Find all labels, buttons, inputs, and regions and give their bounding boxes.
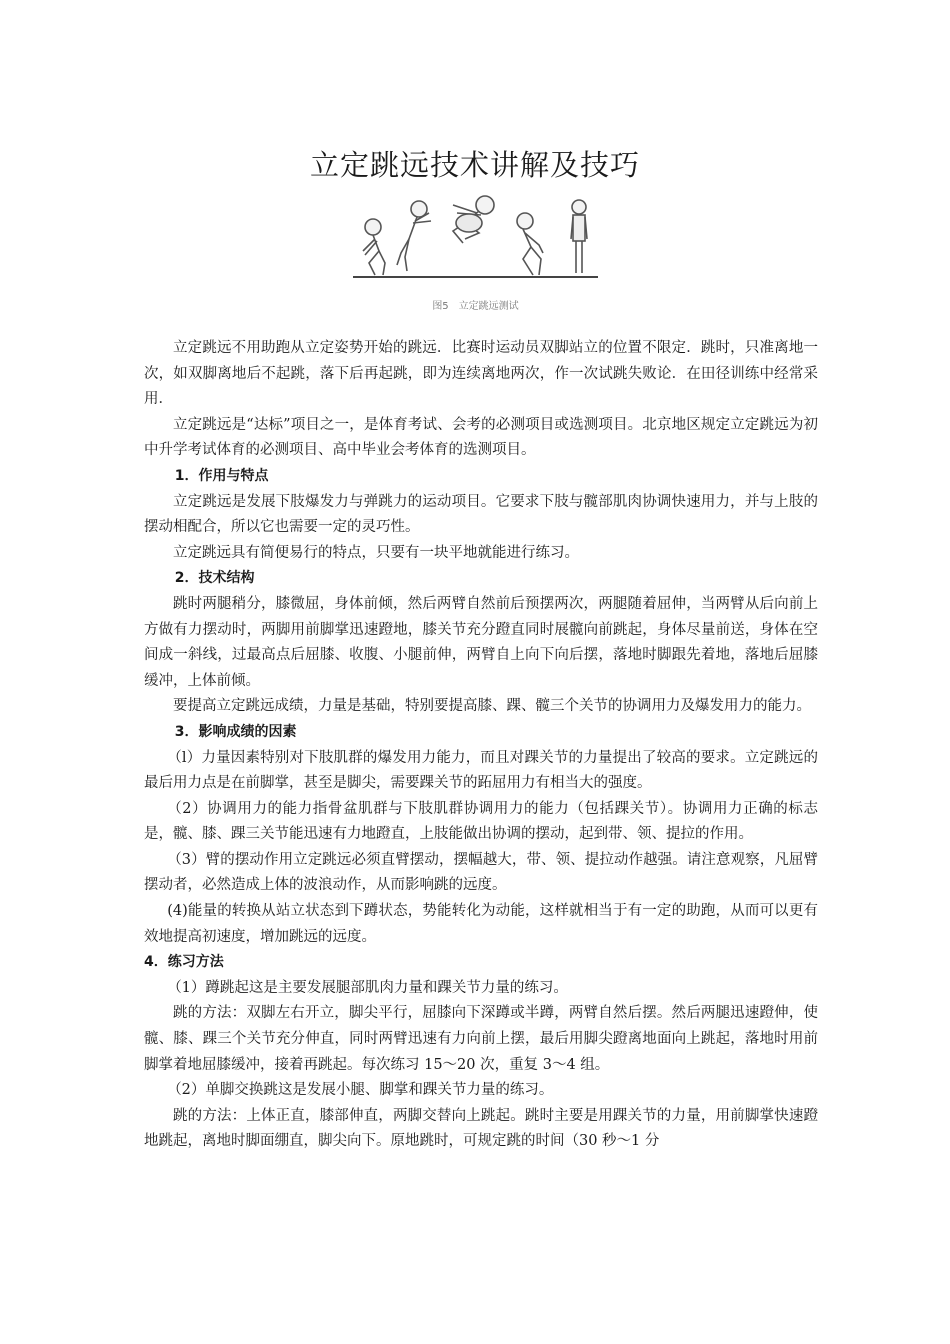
paragraph: 立定跳远具有简便易行的特点，只要有一块平地就能进行练习。 (173, 544, 579, 561)
jump-sequence-illustration (353, 193, 598, 293)
paragraph: 立定跳远是“达标”项目之一，是体育考试、会考的必测项目或选测项目。北京地区规定立定跳远为初中升学考试体育的必测项目、高中毕业会考体育的选测项目。 (144, 416, 818, 459)
document-body (144, 336, 818, 1155)
paragraph: 立定跳远是发展下肢爆发力与弹跳力的运动项目。它要求下肢与髋部肌肉协调快速用力，并与上肢的摆动相配合，所以它也需要一定的灵巧性。 (144, 493, 818, 536)
paragraph: 立定跳远不用助跑从立定姿势开始的跳远．比赛时运动员双脚站立的位置不限定．跳时，只准离地一次，如双脚离地后不起跳，落下后再起跳，即为连续离地两次，作一次试跳失败论．在田径训练中经常采用． (144, 340, 818, 408)
section-heading: 3．影响成绩的因素 (174, 723, 297, 740)
paragraph: 跳的方法：双脚左右开立，脚尖平行，屈膝向下深蹲或半蹲，两臂自然后摆。然后两腿迅速蹬伸，使髋、膝、踝三个关节充分伸直，同时两臂迅速有力向前上摆，最后用脚尖蹬离地面向上跳起，落地时用前脚掌着地屈膝缓冲，接着再跳起。每次练习 15～20 次，重复 3～4 组。 (144, 1005, 818, 1073)
figure-caption: 图5 立定跳远测试 (432, 301, 519, 312)
paragraph: （1）蹲跳起这是主要发展腿部肌肉力量和踝关节力量的练习。 (167, 979, 568, 996)
paragraph: 要提高立定跳远成绩，力量是基础，特别要提高膝、踝、髋三个关节的协调用力及爆发用力的能力。 (173, 698, 811, 715)
section-heading: 4．练习方法 (144, 954, 224, 971)
paragraph: 跳的方法：上体正直，膝部伸直，两脚交替向上跳起。跳时主要是用踝关节的力量，用前脚掌快速蹬地跳起，离地时脚面绷直，脚尖向下。原地跳时，可规定跳的时间（30 秒～1 分 (144, 1107, 818, 1150)
paragraph: 跳时两腿稍分，膝微屈，身体前倾，然后两臂自然前后预摆两次，两腿随着屈伸，当两臂从后向前上方做有力摆动时，两脚用前脚掌迅速蹬地，膝关节充分蹬直同时展髋向前跳起，身体尽量前送，身体在空间成一斜线，过最高点后屈膝、收腹、小腿前伸，两臂自上向下向后摆，落地时脚跟先着地，落地后屈膝缓冲，上体前倾。 (144, 595, 818, 689)
document-title: 立定跳远技术讲解及技巧 (309, 148, 640, 182)
section-heading: 1．作用与特点 (174, 467, 269, 484)
paragraph: （2）协调用力的能力指骨盆肌群与下肢肌群协调用力的能力（包括踝关节）。协调用力正确的标志是，髋、膝、踝三关节能迅速有力地蹬直，上肢能做出协调的摆动，起到带、领、提拉的作用。 (144, 800, 818, 843)
paragraph: (4)能量的转换从站立状态到下蹲状态，势能转化为动能，这样就相当于有一定的助跑，从而可以更有效地提高初速度，增加跳远的远度。 (144, 903, 818, 945)
paragraph: （3）臂的摆动作用立定跳远必须直臂摆动，摆幅越大，带、领、提拉动作越强。请注意观察，凡屈臂摆动者，必然造成上体的波浪动作，从而影响跳的远度。 (144, 851, 818, 894)
paragraph: （l）力量因素特别对下肢肌群的爆发用力能力，而且对踝关节的力量提出了较高的要求。立定跳远的最后用力点是在前脚掌，甚至是脚尖，需要踝关节的跖屈用力有相当大的强度。 (144, 749, 818, 792)
section-heading: 2．技术结构 (174, 570, 255, 587)
paragraph: （2）单脚交换跳这是发展小腿、脚掌和踝关节力量的练习。 (167, 1082, 554, 1099)
